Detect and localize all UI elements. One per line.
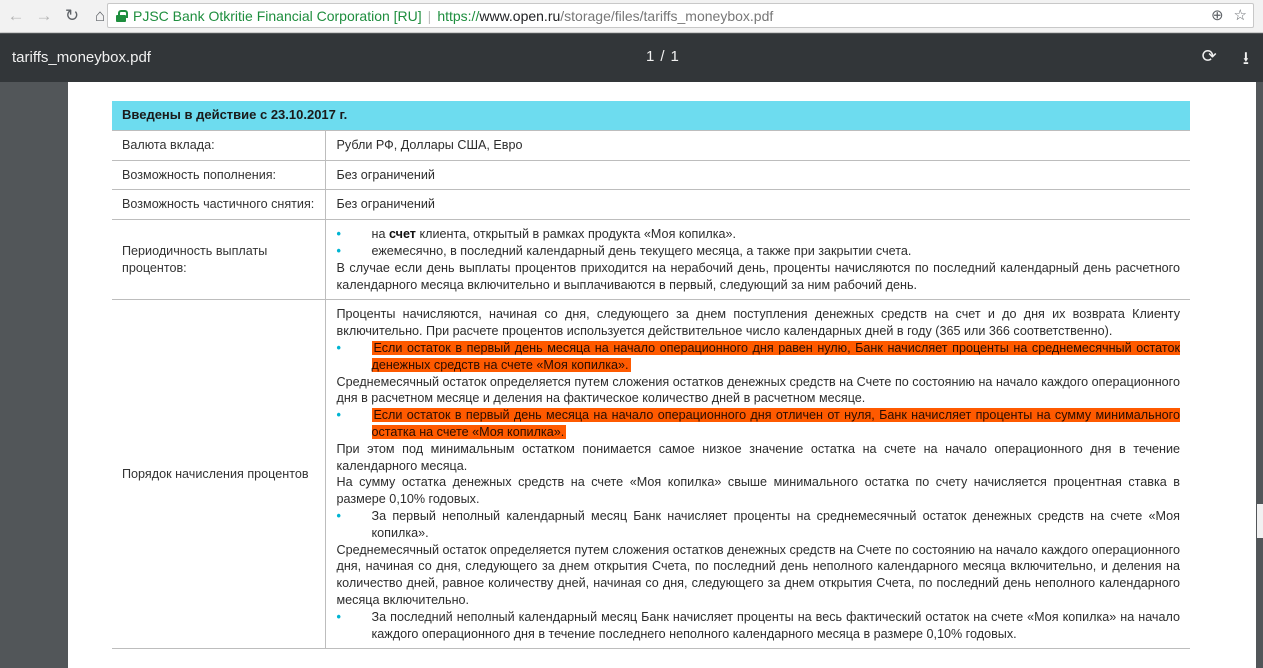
total-pages: 1 xyxy=(670,48,679,65)
accrual-paragraph: Проценты начисляются, начиная со дня, следующего за днем поступления денежных средств на счет и до дня их возврата Клиенту включительно. При расчете процентов используется действительное число календарных дней в году (365 или 366 соответственно). xyxy=(336,307,1180,339)
forward-button[interactable] xyxy=(32,4,56,28)
row-label-deposit: Возможность пополнения: xyxy=(112,160,325,190)
current-page-field[interactable]: 1 xyxy=(646,48,655,65)
table-row xyxy=(112,190,1190,220)
bullet-icon: • xyxy=(336,408,341,423)
payout-bullet-text: клиента, открытый в рамках продукта «Моя копилка». xyxy=(415,227,737,242)
row-value-deposit: Без ограничений xyxy=(325,160,1190,190)
accrual-paragraph: Среднемесячный остаток определяется путем сложения остатков денежных средств на Счете по состоянию на начало каждого операционного дня в расчетном месяце и деления на фактическое количество дней в расчетном месяце. xyxy=(336,374,1180,406)
row-label-currency: Валюта вклада: xyxy=(112,130,325,160)
highlighted-text: Если остаток в первый день месяца на начало операционного дня равен нулю, Банк начисляет проценты на среднемесячный остаток денежных средств на счете «Моя копилка». xyxy=(371,340,1180,372)
list-item xyxy=(337,226,1181,243)
row-value-currency: Рубли РФ, Доллары США, Евро xyxy=(325,130,1190,160)
list-item xyxy=(337,609,1181,643)
row-label-accrual: Порядок начисления процентов xyxy=(112,300,325,649)
list-item xyxy=(337,508,1181,542)
list-item xyxy=(337,340,1181,374)
bullet-icon: • xyxy=(336,340,341,355)
tariff-table xyxy=(112,101,1190,649)
url-path: /storage/files/tariffs_moneybox.pdf xyxy=(560,7,774,24)
home-icon: ⌂ xyxy=(94,6,106,25)
payout-bullet-text: ежемесячно, в последний календарный день текущего месяца, а также при закрытии счета. xyxy=(371,243,912,258)
table-row xyxy=(112,130,1190,160)
address-separator: | xyxy=(427,7,432,24)
address-bar[interactable] xyxy=(107,3,1254,28)
row-label-withdrawal: Возможность частичного снятия: xyxy=(112,190,325,220)
list-item xyxy=(337,407,1181,441)
bullet-icon: • xyxy=(336,609,341,624)
accrual-bullet-text: За последний неполный календарный месяц Банк начисляет проценты на весь фактический остаток на счете «Моя копилка» на начало каждого операционного дня в течение последнего неполного календарного месяца в размере 0,10% годовых. xyxy=(371,609,1180,641)
arrow-right-icon: → xyxy=(35,6,53,25)
bookmark-star-icon[interactable]: ☆ xyxy=(1233,7,1247,24)
browser-toolbar xyxy=(0,0,1263,33)
url-host: www.open.ru xyxy=(479,7,561,24)
pdf-viewport[interactable] xyxy=(0,82,1263,668)
lock-icon xyxy=(116,10,126,22)
row-value-accrual xyxy=(325,300,1190,649)
highlighted-text: Если остаток в первый день месяца на начало операционного дня отличен от нуля, Банк начисляет проценты на сумму минимального остатка на счете «Моя копилка». xyxy=(371,408,1180,439)
reload-icon: ↻ xyxy=(64,6,80,25)
list-item xyxy=(337,243,1181,260)
scrollbar-thumb[interactable] xyxy=(1257,504,1263,538)
page-indicator xyxy=(646,48,679,65)
accrual-paragraph: При этом под минимальным остатком понимается самое низкое значение остатка на счете на начало операционного дня в течение календарного месяца. xyxy=(336,441,1180,473)
pdf-filename: tariffs_moneybox.pdf xyxy=(12,49,151,66)
bullet-icon: • xyxy=(336,227,341,242)
table-header-row xyxy=(112,101,1190,130)
site-identity[interactable]: PJSC Bank Otkritie Financial Corporation [RU] xyxy=(133,7,422,24)
row-value-payout xyxy=(325,220,1190,300)
reload-button[interactable] xyxy=(60,4,84,28)
download-icon[interactable]: ⭳ xyxy=(1242,48,1249,68)
row-value-withdrawal: Без ограничений xyxy=(325,190,1190,220)
pdf-toolbar xyxy=(0,34,1263,82)
payout-bullet-text: на xyxy=(371,227,389,242)
table-header: Введены в действие с 23.10.2017 г. xyxy=(112,101,1190,130)
table-row xyxy=(112,160,1190,190)
arrow-left-icon: ← xyxy=(7,6,25,25)
pdf-page xyxy=(68,82,1256,668)
accrual-paragraph: На сумму остатка денежных средств на счете «Моя копилка» свыше минимального остатка по счету начисляется процентная ставка в размере 0,10% годовых. xyxy=(336,475,1180,507)
page-separator: / xyxy=(660,48,665,65)
rotate-icon[interactable]: ⟳ xyxy=(1201,46,1217,66)
payout-bullet-bold: счет xyxy=(388,227,416,242)
table-row xyxy=(112,300,1190,649)
accrual-bullet-text: За первый неполный календарный месяц Банк начисляет проценты на среднемесячный остаток денежных средств на счете «Моя копилка». xyxy=(371,508,1180,540)
row-label-payout: Периодичность выплаты процентов: xyxy=(112,220,325,300)
zoom-icon[interactable]: ⊕ xyxy=(1210,7,1224,24)
accrual-paragraph: Среднемесячный остаток определяется путем сложения остатков денежных средств на Счете по состоянию на начало каждого операционного дня, начиная со дня, следующего за днем открытия Счета, по последний день неполного календарного месяца включительно, и деления на количество дней, равное количеству дней, начиная со дня, следующего за днем открытия Счета, по последний день неполного календарного месяца включительно. xyxy=(336,542,1180,607)
back-button[interactable] xyxy=(4,4,28,28)
table-row xyxy=(112,220,1190,300)
url-scheme: https:// xyxy=(437,7,480,24)
bullet-icon: • xyxy=(336,508,341,523)
bullet-icon: • xyxy=(336,243,341,258)
payout-note: В случае если день выплаты процентов приходится на нерабочий день, проценты начисляются по последний календарный день расчетного календарного месяца включительно и выплачиваются в первый, следующий за ним рабочий день. xyxy=(336,260,1180,292)
